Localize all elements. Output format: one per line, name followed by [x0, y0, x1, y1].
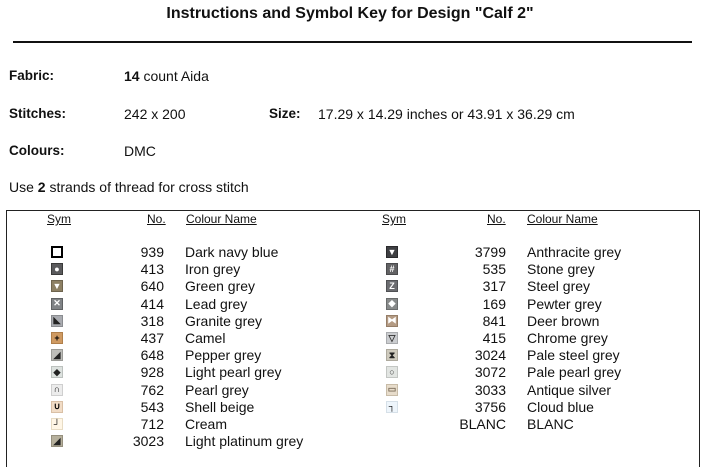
fabric-count: 14	[124, 68, 140, 84]
stitches-label: Stitches:	[9, 106, 67, 121]
colour-name: Chrome grey	[527, 330, 608, 346]
strand-count: 2	[37, 179, 46, 195]
key-row-right	[0, 364, 700, 381]
header-sym-left: Sym	[47, 212, 71, 226]
page-title: Instructions and Symbol Key for Design "Calf 2"	[166, 5, 534, 22]
colour-name: Pewter grey	[527, 295, 602, 312]
key-row-right	[0, 382, 700, 399]
key-row-right	[0, 416, 700, 433]
colour-name: Cream	[185, 416, 228, 432]
stitch-symbol-icon: ●	[51, 263, 63, 275]
key-row-right	[0, 244, 700, 261]
stitch-symbol-icon: Z	[386, 280, 398, 292]
colour-name: Pearl grey	[185, 381, 249, 398]
colour-name: Stone grey	[527, 261, 595, 278]
dmc-number: 3033	[474, 381, 506, 398]
dmc-number: 3072	[474, 364, 506, 381]
stitch-symbol-icon: ┘	[51, 418, 63, 430]
colour-name: Lead grey	[185, 295, 248, 312]
stitch-symbol-icon: ▭	[387, 384, 397, 395]
dmc-number: 317	[482, 278, 506, 295]
dmc-number: 437	[140, 330, 164, 346]
key-row-right	[0, 296, 700, 313]
note-prefix: Use	[9, 179, 34, 195]
colour-name: Light platinum grey	[185, 433, 304, 450]
colour-name: Granite grey	[185, 312, 263, 329]
colour-name: BLANC	[527, 416, 574, 432]
colours-value: DMC	[124, 143, 156, 159]
dmc-number: 939	[140, 244, 164, 260]
header-no-left: No.	[147, 212, 166, 226]
stitch-symbol-icon: ▼	[52, 280, 62, 291]
key-row-right	[0, 261, 700, 278]
stitch-symbol-icon	[386, 418, 398, 430]
colour-name: Pale steel grey	[527, 347, 620, 364]
size-label: Size:	[269, 106, 301, 121]
stitch-symbol-icon: ▽	[386, 332, 398, 344]
dmc-number: 712	[140, 416, 164, 432]
colours-label: Colours:	[9, 143, 65, 158]
header-sym-right: Sym	[382, 212, 406, 226]
stitch-symbol-icon: ◢	[51, 435, 63, 447]
stitch-symbol-icon: ○	[386, 366, 398, 378]
colour-name: Iron grey	[185, 261, 241, 278]
header-no-right: No.	[487, 212, 506, 226]
strands-instruction	[9, 179, 249, 195]
colour-name: Light pearl grey	[185, 364, 282, 381]
stitch-symbol-icon: ▼	[387, 246, 397, 257]
stitch-symbol-icon: ◆	[51, 366, 63, 378]
header-name-right: Colour Name	[527, 212, 598, 226]
colour-name: Cloud blue	[527, 398, 594, 415]
stitch-symbol-icon: #	[386, 263, 398, 275]
key-row-right	[0, 313, 700, 330]
colour-name: Deer brown	[527, 312, 600, 329]
dmc-number: 543	[140, 398, 164, 415]
dmc-number: 928	[140, 364, 164, 381]
dmc-number: 318	[140, 312, 164, 329]
colour-name: Anthracite grey	[527, 244, 622, 260]
stitch-symbol-icon: ◆	[386, 298, 398, 310]
fabric-type: count Aida	[143, 68, 209, 84]
title-divider	[13, 41, 692, 43]
stitch-symbol-icon: ⧓	[387, 315, 397, 326]
note-suffix: strands of thread for cross stitch	[49, 179, 249, 195]
fabric-value	[124, 68, 209, 84]
colour-name: Pale pearl grey	[527, 364, 622, 381]
dmc-number: 841	[482, 312, 506, 329]
dmc-number: 640	[140, 278, 164, 295]
dmc-number: 415	[482, 330, 506, 346]
dmc-number: 414	[140, 295, 164, 312]
stitch-symbol-icon: ✕	[51, 298, 63, 310]
dmc-number: 169	[482, 295, 506, 312]
header-name-left: Colour Name	[186, 212, 257, 226]
key-row-left	[0, 433, 700, 450]
key-row-right	[0, 278, 700, 295]
key-row-right	[0, 399, 700, 416]
fabric-label: Fabric:	[9, 68, 55, 83]
dmc-number: 3024	[474, 347, 506, 364]
key-row-right	[0, 330, 700, 347]
dmc-number: 3756	[474, 398, 506, 415]
dmc-number: 3799	[474, 244, 506, 260]
dmc-number: 413	[140, 261, 164, 278]
dmc-number: 535	[482, 261, 506, 278]
dmc-number: 3023	[132, 433, 164, 450]
dmc-number: BLANC	[459, 416, 506, 432]
stitch-symbol-icon: +	[51, 332, 63, 344]
colour-name: Green grey	[185, 278, 256, 295]
stitch-symbol-icon: ◣	[51, 315, 63, 327]
stitches-value: 242 x 200	[124, 106, 186, 122]
colour-name: Camel	[185, 330, 226, 346]
key-row-right	[0, 347, 700, 364]
stitch-symbol-icon: ┐	[386, 401, 398, 413]
stitch-symbol-icon: ∪	[51, 401, 63, 413]
colour-name: Antique silver	[527, 381, 612, 398]
colour-name: Steel grey	[527, 278, 591, 295]
stitch-symbol-icon: ◢	[51, 349, 63, 361]
stitch-symbol-icon: ∩	[51, 384, 63, 396]
size-value: 17.29 x 14.29 inches or 43.91 x 36.29 cm	[318, 106, 575, 122]
stitch-symbol-icon: ⧗	[386, 349, 398, 361]
colour-name: Pepper grey	[185, 347, 262, 364]
dmc-number: 762	[140, 381, 164, 398]
colour-name: Dark navy blue	[185, 244, 279, 260]
colour-name: Shell beige	[185, 398, 255, 415]
dmc-number: 648	[140, 347, 164, 364]
